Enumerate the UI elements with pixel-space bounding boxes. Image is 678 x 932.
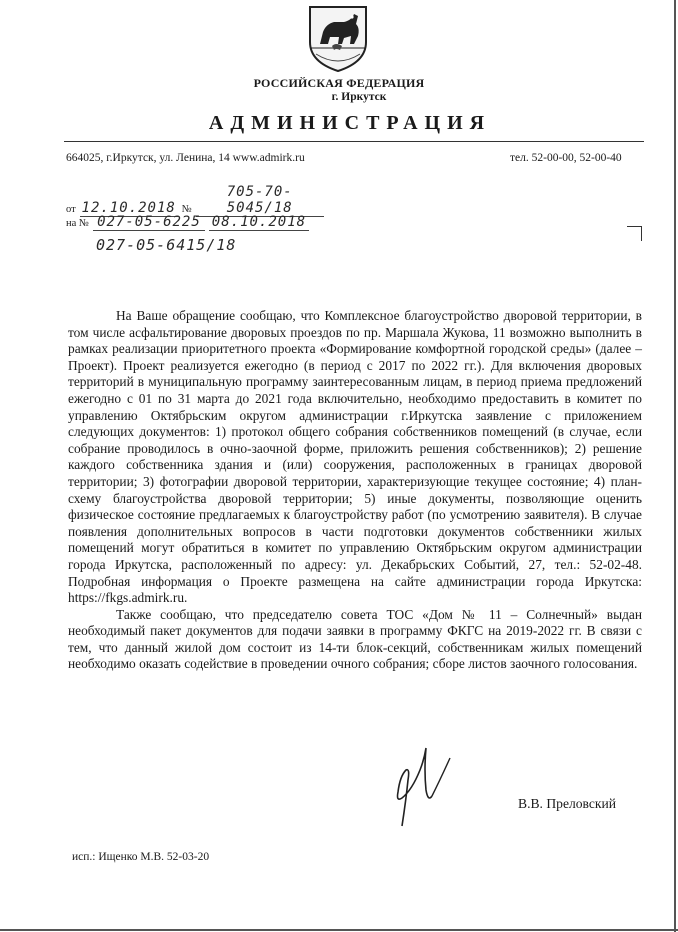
number-label: № <box>181 204 192 215</box>
ref-label: на № <box>66 218 89 229</box>
signatory-name: В.В. Преловский <box>518 796 617 811</box>
organization-title: АДМИНИСТРАЦИЯ <box>208 112 492 134</box>
address-corner-mark <box>627 226 642 241</box>
reference-extra-number: 027-05-6415/18 <box>96 236 237 254</box>
country-heading: РОССИЙСКАЯ ФЕДЕРАЦИЯ <box>253 76 425 90</box>
scan-border-right <box>674 0 676 932</box>
body-paragraph-1: На Ваше обращение сообщаю, что Комплексное благоустройство дворовой территории, в том числе асфальтирование дворовых проездов по пр. Маршала Жукова, 11 возможно выполнить в рамках реализации приоритетного проекта «Формирование комфортной городской среды» (далее – Проект). Проект реализуется ежегодно (в период с 2017 по 2022 гг.). Для включения дворовых территорий в муниципальную программу заинтересованным лицам, в период приема предложений ежегодно с 01 по 31 марта до 2021 года включительно, необходимо предоставить в комитет по управлению Октябрьским округом администрации г.Иркутска заявление с приложением следующих документов: 1) протокол общего собрания собственников помещений (в случае, если собрание проводилось в очно-заочной форме, приложить решения собственников); 2) решение каждого собственника здания и (или) сооружения, расположенных в границах дворовой территории; 3) фотографии дворовой территории, характеризующие текущее состояние; 4) план-схему благоустройства дворовой территории; 5) иные документы, позволяющие оценить физическое состояние предлагаемых к благоустройству работ (по усмотрению заявителя). В случае появления дополнительных вопросов в части подготовки документов собственники жилых помещений могут обратиться в комитет по управлению Октябрьским округом администрации города Иркутска, расположенный по адресу: ул. Декабрьских Событий, 27, тел.: 52-02-48. Подробная информация о Проекте размещена на сайте администрации города Иркутска: https://fkgs.admirk.ru. <box>68 308 642 606</box>
outgoing-date: 12.10.2018 <box>81 200 176 216</box>
handwritten-signature <box>380 740 490 830</box>
outgoing-number: 705-70-5045/18 <box>196 184 324 217</box>
reference-registration-line <box>66 213 309 231</box>
city-heading: г. Иркутск <box>331 91 387 103</box>
reference-number: 027-05-6225 <box>93 214 205 231</box>
reference-date: 08.10.2018 <box>209 214 309 231</box>
executor-line: исп.: Ищенко М.В. 52-03-20 <box>72 851 210 863</box>
scan-border-bottom <box>0 929 678 931</box>
letterhead-divider <box>64 141 644 142</box>
body-paragraph-2: Также сообщаю, что председателю совета ТОС «Дом № 11 – Солнечный» выдан необходимый пакет документов для подачи заявки в программу ФКГС на 2019-2022 гг. В связи с тем, что данный жилой дом состоит из 14-ти блок-секций, собственникам жилых помещений необходимо оказать содействие в проведении очного собрания; сборе листов заочного голосования. <box>68 606 642 672</box>
address-line: 664025, г.Иркутск, ул. Ленина, 14 www.admirk.ru <box>66 152 305 164</box>
coat-of-arms-emblem <box>306 4 370 74</box>
from-label: от <box>66 204 76 215</box>
phone-line: тел. 52-00-00, 52-00-40 <box>510 152 622 164</box>
letter-body <box>68 308 642 673</box>
